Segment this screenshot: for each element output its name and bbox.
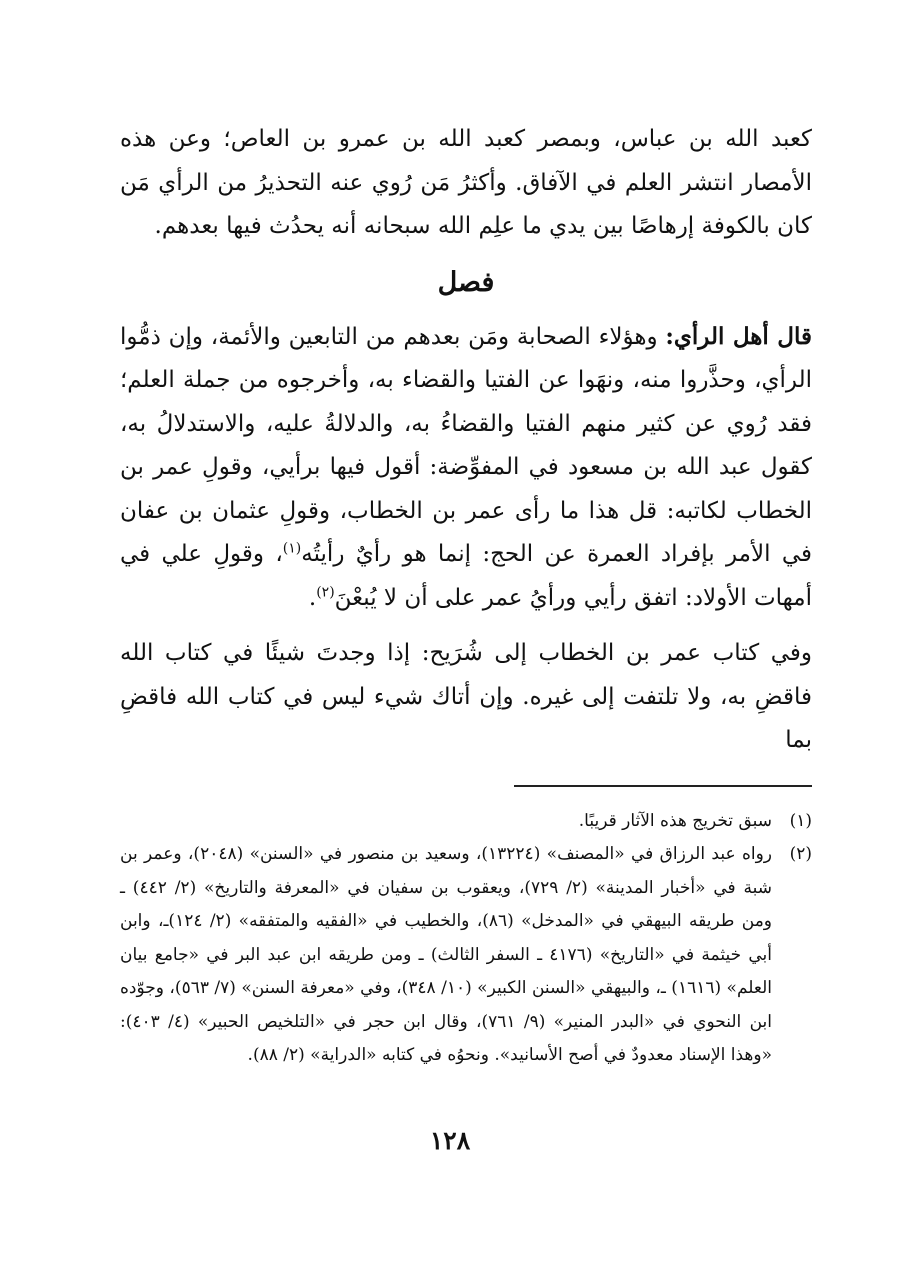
paragraph-text: ، وقولِ علي في أمهات الأولاد: اتفق رأيي ورأيُ عمر على أن لا يُبعْنَ	[120, 541, 812, 611]
page-number: ١٢٨	[429, 1126, 471, 1155]
footnote-number: (١)	[789, 810, 812, 831]
page-content	[120, 118, 812, 1073]
footnote-text: سبق تخريج هذه الآثار قريبًا.	[578, 810, 772, 831]
footnotes-list	[120, 805, 812, 1073]
footnote-separator	[514, 785, 812, 787]
paragraph-text: .	[308, 584, 317, 611]
footnote-text: رواه عبد الرزاق في «المصنف» (١٣٢٢٤)، وسعيد بن منصور في «السنن» (٢٠٤٨)، وعمر بن شبة في «أخبار المدينة» (٢/ ٧٢٩)، ويعقوب بن سفيان في «المعرفة والتاريخ» (٢/ ٤٤٢) ـ ومن طريقه البيهقي في «المدخل» (٨٦)، والخطيب في «الفقيه والمتفقه» (٢/ ١٢٤)ـ، وابن أبي خيثمة في «التاريخ» (٤١٧٦ ـ السفر الثالث) ـ ومن طريقه ابن عبد البر في «جامع بيان العلم» (١٦١٦) ـ، والبيهقي «السنن الكبير» (١٠/ ٣٤٨)، وفي «معرفة السنن» (٧/ ٥٦٣)، وجوّده ابن النحوي في «البدر المنير» (٩/ ٧٦١)، وقال ابن حجر في «التلخيص الحبير» (٤/ ٤٠٣): «وهذا الإسناد معدودٌ في أصح الأسانيد». ونحوُه في كتابه «الدراية» (٢/ ٨٨).	[120, 844, 773, 1065]
footnote-marker-1[interactable]: (١)	[282, 540, 302, 557]
footnote-item	[120, 805, 812, 839]
paragraph-text: وهؤلاء الصحابة ومَن بعدهم من التابعين والأئمة، وإن ذمُّوا الرأي، وحذَّروا منه، ونهَوا عن الفتيا والقضاء به، وأخرجوه من جملة العلم؛ فقد رُوي عن كثير منهم الفتيا والقضاءُ به، والدلالةُ عليه، والاستدلالُ به، كقول عبد الله بن مسعود في المفوِّضة: أقول فيها برأيي، وقولِ عمر بن الخطاب لكاتبه: قل هذا ما رأى عمر بن الخطاب، وقولِ عثمان بن عفان في الأمر بإفراد العمرة عن الحج: إنما هو رأيٌ رأيتُه	[120, 323, 812, 567]
paragraph-shurayh: وفي كتاب عمر بن الخطاب إلى شُرَيح: إذا وجدتَ شيئًا في كتاب الله فاقضِ به، ولا تلتفت إلى غيره. وإن أتاك شيء ليس في كتاب الله فاقضِ بما	[120, 640, 812, 753]
paragraph-ahl-al-ray	[120, 315, 812, 621]
paragraph-gap	[120, 620, 812, 632]
footnote-marker-2[interactable]: (٢)	[316, 583, 335, 600]
paragraph-lead: قال أهل الرأي:	[665, 322, 812, 350]
footnote-item	[120, 838, 812, 1073]
section-heading: فصل	[437, 266, 495, 298]
footnote-number: (٢)	[789, 844, 812, 864]
paragraph-intro: كعبد الله بن عباس، وبمصر كعبد الله بن عمرو بن العاص؛ وعن هذه الأمصار انتشر العلم في الآفاق. وأكثرُ مَن رُوي عنه التحذيرُ من الرأي مَن كان بالكوفة إرهاصًا بين يدي ما علِم الله سبحانه أنه يحدُث فيها بعدهم.	[120, 126, 812, 239]
